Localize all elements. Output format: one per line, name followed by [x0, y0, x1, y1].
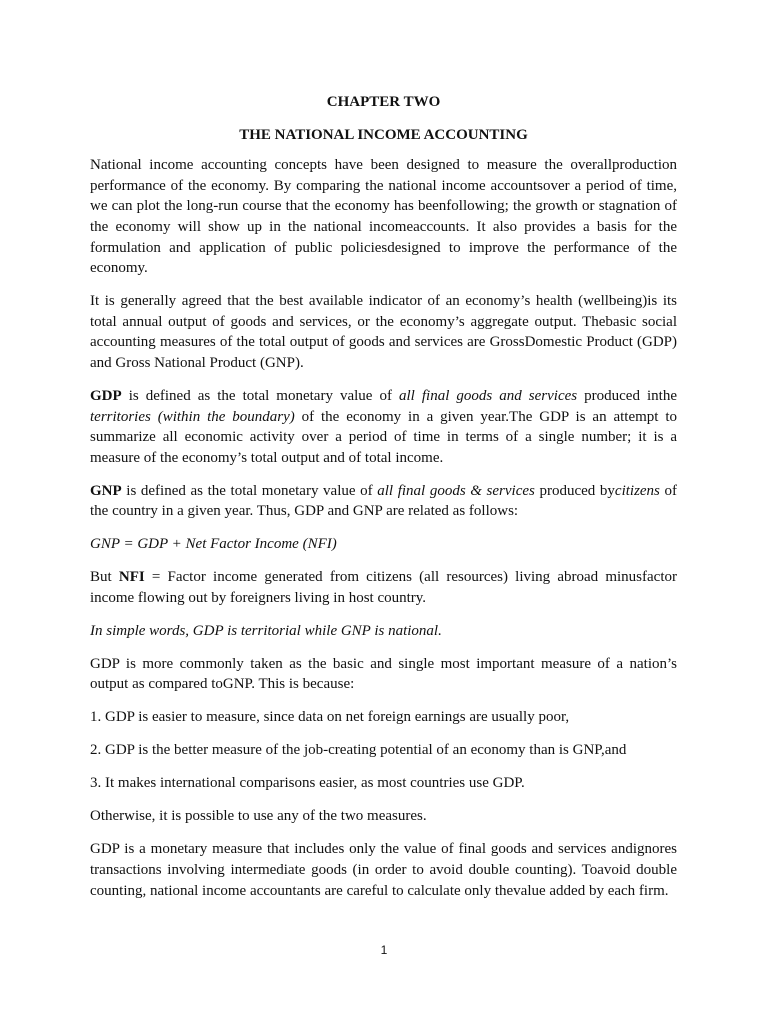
chapter-heading: CHAPTER TWO — [326, 94, 441, 110]
gdp-def-italic-1: all final goods and services — [399, 387, 578, 404]
gdp-def-text-3: of the economy in a given year.The GDP is an attempt to summarize all economic activity over a period of time in terms of a single number; it is a measure of the economy’s total output and of total income. — [90, 408, 677, 466]
gnp-formula — [90, 534, 677, 555]
nfi-definition-paragraph — [90, 567, 677, 608]
intro-paragraph: National income accounting concepts have been designed to measure the overallproduction performance of the economy. By comparing the national income accountsover a period of time, we can plot the long-run course that the economy has beenfollowing; the growth or stagnation of the economy will show up in the national incomeaccounts. It also provides a basis for the formulation and application of public policiesdesigned to improve the performance of the economy. — [90, 157, 677, 277]
gnp-def-text-2: produced by — [534, 482, 615, 499]
indicator-paragraph: It is generally agreed that the best available indicator of an economy’s health (wellbeing)is its total annual output of goods and services, or the economy’s aggregate output. Thebasic social accounting measures of the total output of goods and services are GrossDomestic Product (GDP) and Gross National Product (GNP). — [90, 293, 677, 371]
gdp-common-paragraph: GDP is more commonly taken as the basic and single most important measure of a nation’s output as compared toGNP. This is because: — [90, 655, 677, 693]
nfi-term: NFI — [118, 569, 145, 586]
nfi-def-text-2: = Factor income generated from citizens (all resources) living abroad minusfactor income flowing out by foreigners living in host country. — [90, 569, 677, 606]
simple-words-paragraph — [90, 621, 677, 642]
page-content — [90, 92, 677, 913]
gnp-term: GNP — [90, 482, 122, 499]
list-item: 3. It makes international comparisons easier, as most countries use GDP. — [90, 775, 525, 792]
gdp-term: GDP — [90, 387, 122, 404]
simple-words-text: In simple words, GDP is territorial while GNP is national. — [90, 622, 442, 639]
monetary-measure-paragraph: GDP is a monetary measure that includes only the value of final goods and services andignores transactions involving intermediate goods (in order to avoid double counting). Toavoid double counting, national income accountants are careful to calculate only thevalue added by each firm. — [90, 841, 677, 899]
gnp-def-text-1: is defined as the total monetary value of — [121, 482, 378, 499]
gnp-formula-text: GNP = GDP + Net Factor Income (NFI) — [90, 536, 337, 553]
gdp-def-text-1: is defined as the total monetary value of — [121, 387, 400, 404]
gdp-def-italic-2: territories (within the boundary) — [90, 408, 295, 425]
gnp-def-text-3: of the country in a given year. Thus, GDP and GNP are related as follows: — [90, 482, 678, 520]
gdp-def-text-2: produced inthe — [577, 387, 677, 404]
chapter-title: THE NATIONAL INCOME ACCOUNTING — [239, 126, 528, 143]
gnp-definition-paragraph — [90, 481, 677, 522]
gnp-def-italic-2: citizens — [614, 482, 660, 499]
list-item: 1. GDP is easier to measure, since data on net foreign earnings are usually poor, — [90, 709, 570, 726]
gdp-definition-paragraph — [90, 386, 677, 468]
list-item: 2. GDP is the better measure of the job-creating potential of an economy than is GNP,and — [90, 742, 627, 759]
page-number: 1 — [380, 943, 388, 957]
nfi-def-text-1: But — [90, 569, 119, 586]
otherwise-paragraph: Otherwise, it is possible to use any of the two measures. — [90, 808, 427, 825]
gnp-def-italic-1: all final goods & services — [377, 482, 535, 499]
